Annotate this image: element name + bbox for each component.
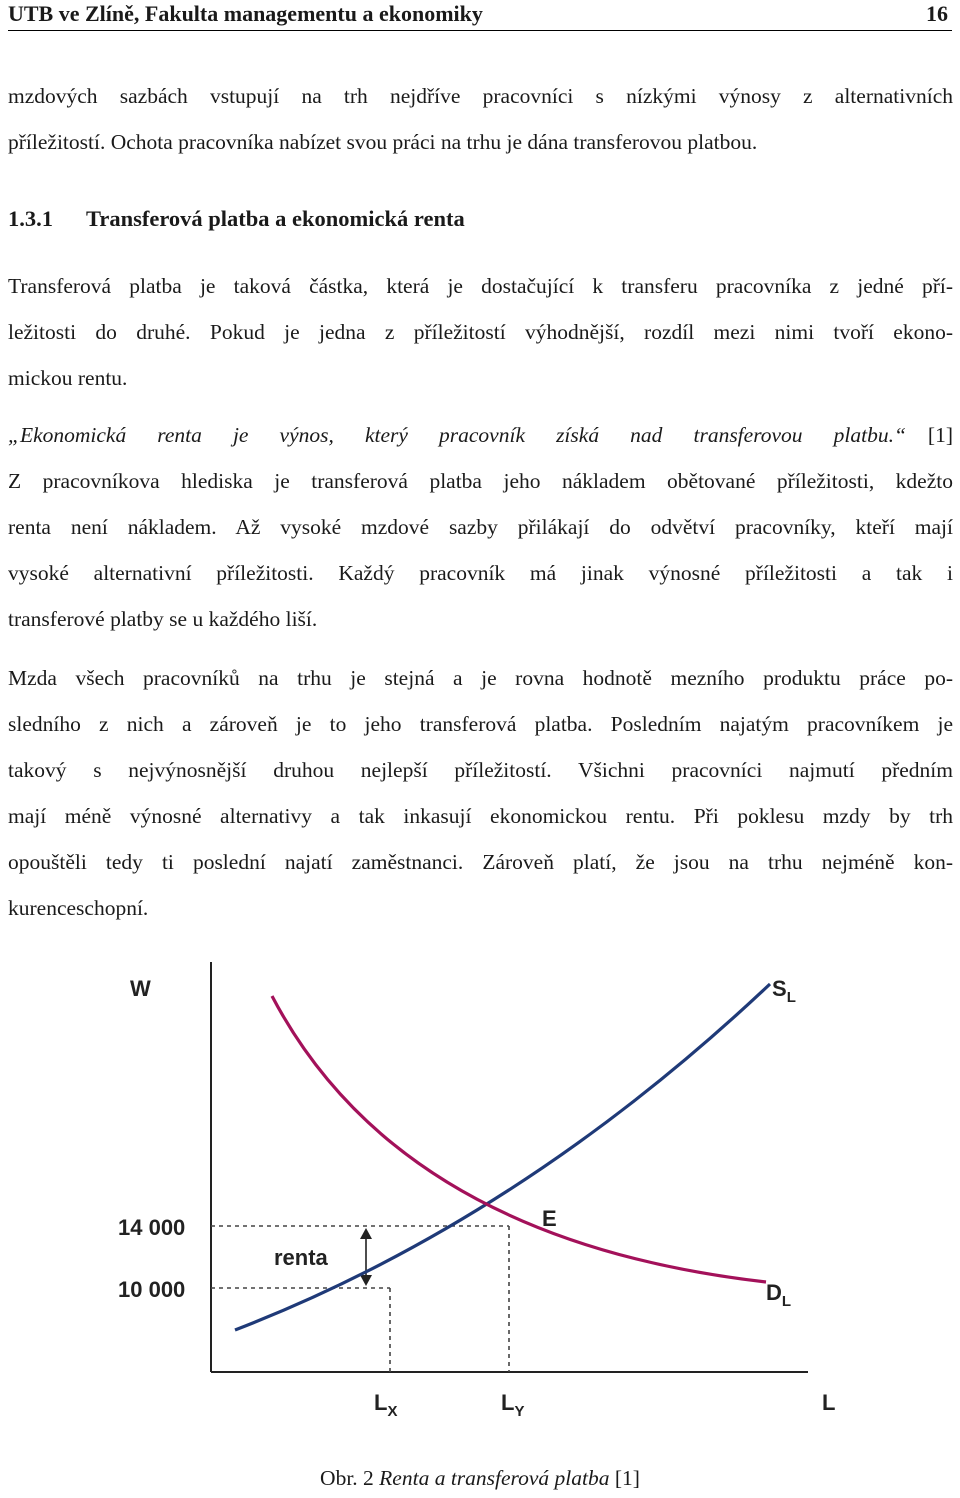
text-line: příležitostí. Ochota pracovníka nabízet svou práci na trhu je dána transferovou platbou. [8, 130, 758, 154]
x-tick-ly: $L_Y$ [501, 1390, 525, 1420]
supply-label: $S_L$ [772, 976, 796, 1006]
section-title: Transferová platba a ekonomická renta [86, 206, 465, 231]
section-heading [8, 206, 465, 232]
paragraph-3 [8, 412, 953, 642]
paragraph-2 [8, 263, 953, 401]
text-line: mají méně výnosné alternativy a tak inkasují ekonomickou rentu. Při poklesu mzdy by trh [8, 804, 953, 828]
text-line: renta není nákladem. Až vysoké mzdové sazby přilákají do odvětví pracovníky, kteří mají [8, 515, 953, 539]
figure-caption [0, 1466, 960, 1491]
text-line: vysoké alternativní příležitosti. Každý pracovník má jinak výnosné příležitosti a tak i [8, 561, 953, 585]
caption-prefix: Obr. 2 [320, 1466, 374, 1490]
text-line: mzdových sazbách vstupují na trh nejdříve pracovníci s nízkými výnosy z alternativních [8, 84, 953, 108]
supply-curve [235, 984, 770, 1330]
text-line: transferové platby se u každého liší. [8, 607, 318, 631]
y-axis-label: W [130, 976, 151, 1001]
x-axis-label: L [822, 1390, 836, 1415]
quote-reference: [1] [927, 423, 953, 447]
text-line: opouštěli tedy ti poslední najatí zaměstnanci. Zároveň platí, že jsou na trhu nejméně kon- [8, 850, 953, 874]
text-line: takový s nejvýnosnější druhou nejlepší příležitostí. Všichni pracovníci najmutí předním [8, 758, 953, 782]
text-line: Transferová platba je taková částka, která je dostačující k transferu pracovníka z jedné pří- [8, 274, 953, 298]
quote-line [8, 412, 953, 458]
quote-text: „Ekonomická renta je výnos, který pracovník získá nad transferovou platbu.“ [8, 423, 906, 447]
y-tick-10000: 10 000 [118, 1277, 186, 1302]
page-header [8, 0, 952, 31]
renta-arrow-head-down [360, 1275, 372, 1286]
text-line: Mzda všech pracovníků na trhu je stejná a je rovna hodnotě mezního produktu práce po- [8, 666, 953, 690]
text-line: ležitosti do druhé. Pokud je jedna z příležitostí výhodnější, rozdíl mezi nimi tvoří ekono- [8, 320, 953, 344]
renta-arrow-head-up [360, 1228, 372, 1239]
paragraph-4 [8, 655, 953, 931]
text-line: kurenceschopní. [8, 896, 149, 920]
paragraph-1 [8, 73, 953, 165]
equilibrium-label: E [542, 1206, 557, 1231]
page-number: 16 [926, 1, 948, 26]
text-line: sledního z nich a zároveň je to jeho transferová platba. Posledním najatým pracovníkem je [8, 712, 953, 736]
x-tick-lx: $L_X$ [374, 1390, 398, 1420]
header-title: UTB ve Zlíně, Fakulta managementu a ekonomiky [8, 1, 483, 26]
section-number: 1.3.1 [8, 206, 53, 231]
caption-title: Renta a transferová platba [379, 1466, 610, 1490]
renta-label: renta [274, 1245, 328, 1270]
demand-label: $D_L$ [766, 1280, 792, 1310]
y-tick-14000: 14 000 [118, 1215, 186, 1240]
text-line: Z pracovníkova hlediska je transferová platba jeho nákladem obětované příležitosti, kdežto [8, 469, 953, 493]
text-line: mickou rentu. [8, 366, 128, 390]
labor-market-chart [0, 940, 960, 1460]
demand-curve [272, 996, 766, 1282]
caption-reference: [1] [614, 1466, 640, 1490]
